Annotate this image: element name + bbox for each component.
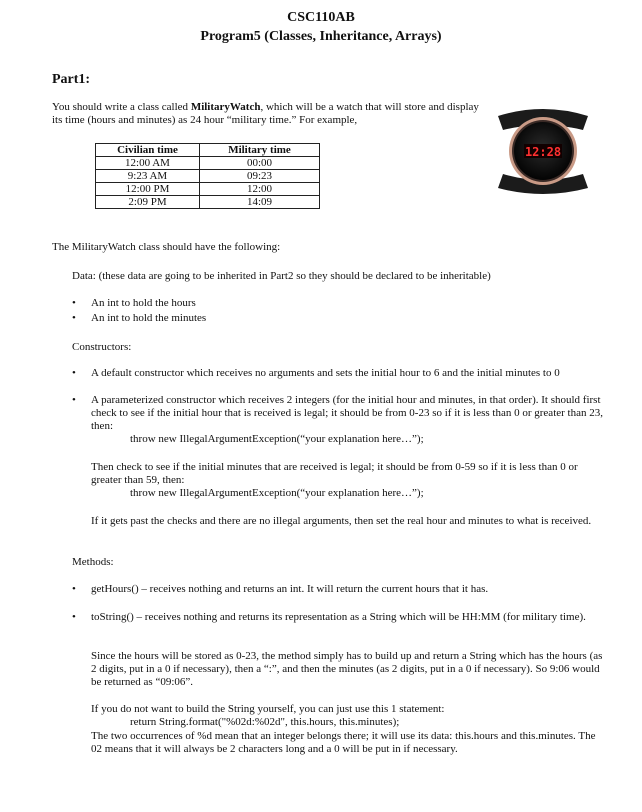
course-title: CSC110AB xyxy=(287,10,355,25)
table-cell: 09:23 xyxy=(200,170,320,183)
throw-statement-hour: throw new IllegalArgumentException(“your explanation here…”); xyxy=(130,433,424,445)
methods-label: Methods: xyxy=(72,556,114,568)
intro-paragraph: You should write a class called MilitaryWatch, which will be a watch that will store and display its time (hours and minutes) as 24 hour “military time.” For example, xyxy=(52,101,479,126)
since-paragraph: Since the hours will be stored as 0-23, the method simply has to build up and return a String which has the hours (as 2 digits, put in a 0 if necessary), then a “:”, and then the minutes (as 2 digits, put in a 0 if necessary). So 9:06 would be returned as “09:06”. xyxy=(91,650,603,688)
data-label: Data: (these data are going to be inherited in Part2 so they should be declared to be inheritable) xyxy=(72,270,491,282)
table-cell: 12:00 xyxy=(200,183,320,196)
table-cell: 2:09 PM xyxy=(96,196,200,209)
bullet-icon: • xyxy=(72,583,76,595)
throw-statement-minutes: throw new IllegalArgumentException(“your explanation here…”); xyxy=(130,487,424,499)
constructor-default: A default constructor which receives no arguments and sets the initial hour to 6 and the initial minutes to 0 xyxy=(91,367,560,379)
table-row xyxy=(96,157,320,170)
watch-time: 12:28 xyxy=(524,145,562,159)
bullet-icon: • xyxy=(72,367,76,379)
table-cell: 14:09 xyxy=(200,196,320,209)
table-header: Military time xyxy=(200,144,320,157)
part1-heading: Part1: xyxy=(52,72,91,87)
table-row xyxy=(96,196,320,209)
data-item: An int to hold the minutes xyxy=(91,312,207,324)
minutes-check-text: Then check to see if the initial minutes that are received is legal; it should be from 0-59 so if it is less than 0 or greater than 59, then: xyxy=(91,461,578,486)
should-have-text: The MilitaryWatch class should have the following: xyxy=(52,241,281,253)
bullet-icon: • xyxy=(72,611,76,623)
table-header-row xyxy=(96,144,320,157)
data-item: An int to hold the hours xyxy=(91,297,196,309)
format-statement: return String.format("%02d:%02d", this.hours, this.minutes); xyxy=(130,716,400,728)
if-not-text: If you do not want to build the String yourself, you can just use this 1 statement: xyxy=(91,703,445,715)
table-cell: 12:00 AM xyxy=(96,157,200,170)
constructor-parameterized: A parameterized constructor which receives 2 integers (for the initial hour and minutes, in that order). It should first check to see if the initial hour that is received is legal; it should be from 0-23 so if it is less than 0 or greater than 23, then: xyxy=(91,394,603,432)
class-name: MilitaryWatch xyxy=(190,101,261,113)
two-occurrences-paragraph: The two occurrences of %d mean that an integer belongs there; it will use its data: this.hours and this.minutes. The 02 means that it will always be 2 characters long and a 0 will be put in if necessary. xyxy=(91,730,596,755)
method-gethours: getHours() – receives nothing and returns an int. It will return the current hours that it has. xyxy=(91,583,489,595)
bullet-icon: • xyxy=(72,297,76,309)
table-cell: 9:23 AM xyxy=(96,170,200,183)
table-header: Civilian time xyxy=(96,144,200,157)
constructors-label: Constructors: xyxy=(72,341,132,353)
watch-icon xyxy=(488,100,598,202)
past-checks-text: If it gets past the checks and there are no illegal arguments, then set the real hour and minutes to what is received. xyxy=(91,515,592,527)
table-cell: 12:00 PM xyxy=(96,183,200,196)
bullet-icon: • xyxy=(72,394,76,406)
time-table xyxy=(95,143,320,209)
program-title: Program5 (Classes, Inheritance, Arrays) xyxy=(200,29,442,44)
table-row xyxy=(96,183,320,196)
table-row xyxy=(96,170,320,183)
method-tostring: toString() – receives nothing and returns its representation as a String which will be HH:MM (for military time). xyxy=(91,611,586,623)
bullet-icon: • xyxy=(72,312,76,324)
table-cell: 00:00 xyxy=(200,157,320,170)
